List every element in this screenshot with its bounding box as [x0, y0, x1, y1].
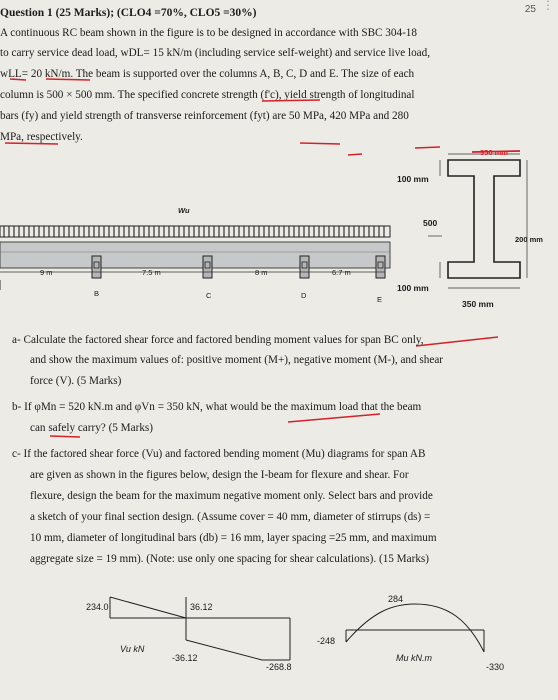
question-line: can safely carry? (5 Marks) — [30, 422, 153, 434]
web-width: 200 mm — [515, 235, 543, 244]
moment-value: -330 — [486, 662, 505, 672]
intro-line: A continuous RC beam shown in the figure is to be designed in accordance with SBC 304-18 — [0, 27, 417, 39]
support-label-c: C — [206, 291, 212, 300]
question-line: and show the maximum values of: positive moment (M+), negative moment (M-), and shear — [30, 354, 444, 366]
question-line: aggregate size = 19 mm). (Note: use only one spacing for shear calculations). (15 Marks) — [30, 553, 429, 565]
question-line: c- If the factored shear force (Vu) and factored bending moment (Mu) diagrams for span AB — [12, 448, 426, 460]
bottom-flange-thickness: 100 mm — [397, 283, 429, 293]
span-label: 8 m — [255, 268, 268, 277]
support-label-b: B — [94, 289, 100, 298]
intro-line: MPa, respectively. — [0, 131, 83, 143]
question-line: a sketch of your final section design. (Assume cover = 40 mm, diameter of stirrups (ds) = — [30, 511, 431, 523]
shear-diagram-label: Vu kN — [120, 644, 145, 654]
page-number: 25 — [524, 4, 536, 15]
moment-diagram-label: Mu kN.m — [396, 653, 432, 663]
shear-value: -36.12 — [172, 653, 198, 663]
moment-value: -248 — [317, 636, 336, 646]
support-label-e: E — [377, 295, 383, 304]
question-line: b- If φMn = 520 kN.m and φVn = 350 kN, what would be the maximum load that the beam — [12, 401, 422, 413]
span-label: 6.7 m — [332, 268, 351, 277]
question-line: force (V). (5 Marks) — [30, 375, 122, 387]
top-flange-thickness: 100 mm — [397, 174, 429, 184]
shear-value: 234.0 — [86, 602, 109, 612]
span-label: 7.5 m — [142, 268, 161, 277]
top-flange-width: 350 mm — [480, 148, 508, 157]
moment-value: 284 — [388, 594, 404, 604]
question-line: are given as shown in the figures below, design the I-beam for flexure and shear. For — [30, 469, 409, 481]
question-title: Question 1 (25 Marks); (CLO4 =70%, CLO5 =30%) — [0, 7, 257, 19]
support-label-d: D — [301, 291, 307, 300]
question-line: flexure, design the beam for the maximum negative moment only. Select bars and provide — [30, 490, 433, 502]
intro-line: bars (fy) and yield strength of transverse reinforcement (fyt) are 50 MPa, 420 MPa and 280 — [0, 110, 409, 122]
question-line: 10 mm, diameter of longitudinal bars (db) = 16 mm, layer spacing =25 mm, and maximum — [30, 532, 437, 544]
question-line: a- Calculate the factored shear force and factored bending moment values for span BC only, — [12, 334, 424, 346]
more-options-icon[interactable]: ⋮ — [542, 0, 554, 12]
intro-line: wLL= 20 kN/m. The beam is supported over the columns A, B, C, D and E. The size of each — [0, 68, 415, 80]
shear-value: -268.8 — [266, 662, 292, 672]
intro-line: column is 500 × 500 mm. The specified concrete strength (f'c), yield strength of longitudinal — [0, 89, 415, 101]
intro-line: to carry service dead load, wDL= 15 kN/m (including service self-weight) and service live load, — [0, 47, 431, 59]
web-height: 500 — [423, 218, 438, 228]
span-label: 9 m — [40, 268, 53, 277]
shear-value: 36.12 — [190, 602, 213, 612]
load-label: Wu — [178, 206, 190, 215]
bottom-flange-width: 350 mm — [462, 299, 494, 309]
